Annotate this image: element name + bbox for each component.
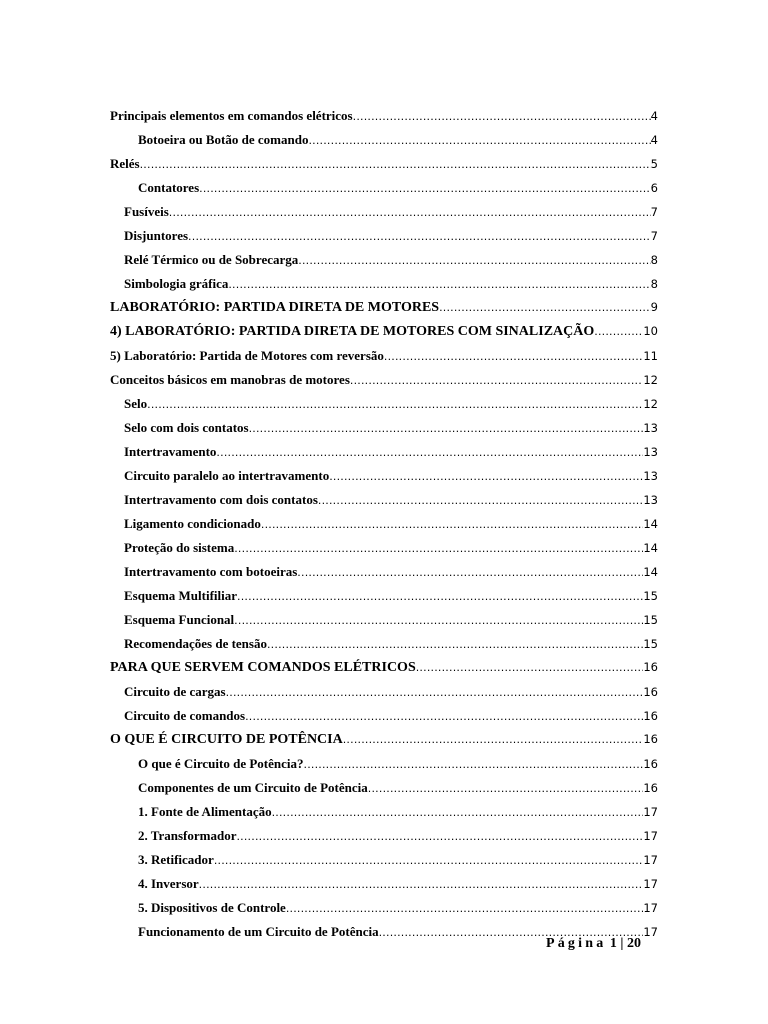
toc-entry[interactable] [0, 420, 658, 440]
toc-entry-page: 13 [643, 469, 658, 483]
toc-entry[interactable] [0, 612, 658, 632]
toc-entry-title: Intertravamento com botoeiras [124, 564, 298, 579]
toc-entry-page: 15 [643, 637, 658, 651]
toc-entry[interactable] [0, 132, 658, 152]
toc-entry[interactable] [0, 156, 658, 176]
toc-entry[interactable] [0, 636, 658, 656]
toc-entry-page: 16 [643, 732, 658, 746]
toc-entry[interactable] [0, 516, 658, 536]
toc-entry-title: 5) Laboratório: Partida de Motores com reversão [110, 348, 384, 363]
toc-entry[interactable] [0, 852, 658, 872]
toc-dot-leader [234, 542, 643, 555]
toc-dot-leader [384, 350, 643, 363]
toc-entry-page: 16 [643, 660, 658, 674]
toc-entry-title: Principais elementos em comandos elétricos [110, 108, 353, 123]
toc-entry[interactable] [0, 276, 658, 296]
toc-dot-leader [199, 878, 644, 891]
page-word: Página [545, 936, 607, 951]
toc-dot-leader [343, 733, 644, 746]
toc-entry[interactable] [0, 180, 658, 200]
toc-entry-title: Relé Térmico ou de Sobrecarga [124, 252, 299, 267]
toc-entry-title: O QUE É CIRCUITO DE POTÊNCIA [110, 732, 343, 747]
toc-entry-page: 16 [643, 757, 658, 771]
toc-entry-title: Circuito de cargas [124, 684, 226, 699]
toc-dot-leader [318, 494, 643, 507]
toc-entry[interactable] [0, 564, 658, 584]
toc-entry[interactable] [0, 204, 658, 224]
toc-entry-page: 7 [650, 229, 658, 243]
toc-dot-leader [234, 614, 643, 627]
toc-entry-page: 15 [643, 613, 658, 627]
toc-dot-leader [140, 158, 651, 171]
toc-entry[interactable] [0, 660, 658, 680]
toc-entry-title: Ligamento condicionado [124, 516, 261, 531]
toc-entry[interactable] [0, 492, 658, 512]
toc-dot-leader [272, 806, 644, 819]
toc-dot-leader [308, 134, 650, 147]
toc-entry-title: Contatores [138, 180, 200, 195]
toc-entry[interactable] [0, 540, 658, 560]
toc-dot-leader [228, 278, 650, 291]
toc-entry[interactable] [0, 828, 658, 848]
toc-entry[interactable] [0, 588, 658, 608]
toc-dot-leader [594, 325, 643, 338]
toc-entry[interactable] [0, 348, 658, 368]
toc-entry-page: 10 [643, 324, 658, 338]
toc-entry[interactable] [0, 900, 658, 920]
toc-dot-leader [329, 470, 643, 483]
toc-entry-page: 13 [643, 421, 658, 435]
toc-entry-title: Selo [124, 396, 148, 411]
toc-entry-title: 3. Retificador [138, 852, 214, 867]
toc-entry-page: 9 [650, 300, 658, 314]
toc-entry-page: 13 [643, 445, 658, 459]
toc-entry-title: Recomendações de tensão [124, 636, 267, 651]
toc-dot-leader [237, 590, 643, 603]
toc-entry-page: 13 [643, 493, 658, 507]
toc-entry-title: Intertravamento com dois contatos [124, 492, 318, 507]
toc-entry-page: 17 [643, 805, 658, 819]
toc-entry-title: O que é Circuito de Potência? [138, 756, 304, 771]
toc-dot-leader [245, 710, 643, 723]
toc-entry-page: 8 [650, 253, 658, 267]
total-pages: 20 [627, 936, 641, 951]
toc-entry-title: Fusíveis [124, 204, 169, 219]
toc-entry-page: 12 [643, 373, 658, 387]
toc-entry-title: Intertravamento [124, 444, 217, 459]
toc-entry-page: 6 [650, 181, 658, 195]
toc-dot-leader [249, 422, 644, 435]
toc-entry-page: 8 [650, 277, 658, 291]
toc-entry[interactable] [0, 804, 658, 824]
toc-entry[interactable] [0, 780, 658, 800]
toc-dot-leader [236, 830, 643, 843]
toc-entry-page: 14 [643, 565, 658, 579]
toc-entry-title: Disjuntores [124, 228, 189, 243]
toc-entry-page: 17 [643, 877, 658, 891]
toc-entry[interactable] [0, 324, 658, 344]
toc-dot-leader [147, 398, 643, 411]
page-separator: | [620, 936, 624, 951]
toc-dot-leader [169, 206, 651, 219]
toc-entry-title: Proteção do sistema [124, 540, 235, 555]
toc-entry-page: 5 [650, 157, 658, 171]
toc-entry[interactable] [0, 372, 658, 392]
toc-entry-page: 4 [650, 109, 658, 123]
toc-entry-title: Conceitos básicos em manobras de motores [110, 372, 350, 387]
toc-entry-title: 4) LABORATÓRIO: PARTIDA DIRETA DE MOTORES COM SINALIZAÇÃO [110, 324, 595, 339]
toc-entry-page: 7 [650, 205, 658, 219]
toc-dot-leader [226, 686, 644, 699]
toc-entry[interactable] [0, 684, 658, 704]
toc-entry-page: 4 [650, 133, 658, 147]
toc-dot-leader [439, 301, 651, 314]
toc-entry[interactable] [0, 228, 658, 248]
toc-entry-title: Simbologia gráfica [124, 276, 229, 291]
toc-entry-page: 16 [643, 781, 658, 795]
toc-dot-leader [297, 566, 643, 579]
toc-entry-title: Circuito paralelo ao intertravamento [124, 468, 330, 483]
toc-dot-leader [261, 518, 643, 531]
toc-entry-title: 4. Inversor [138, 876, 199, 891]
toc-dot-leader [188, 230, 651, 243]
toc-entry-page: 17 [643, 829, 658, 843]
toc-entry-page: 12 [643, 397, 658, 411]
toc-dot-leader [298, 254, 650, 267]
toc-entry-title: Esquema Multifiliar [124, 588, 238, 603]
toc-entry[interactable] [0, 444, 658, 464]
toc-entry[interactable] [0, 876, 658, 896]
toc-entry-title: Relés [110, 156, 140, 171]
toc-entry-page: 16 [643, 685, 658, 699]
toc-dot-leader [199, 182, 651, 195]
toc-entry-page: 11 [643, 349, 658, 363]
toc-entry[interactable] [0, 396, 658, 416]
toc-entry-title: Circuito de comandos [124, 708, 246, 723]
toc-entry-title: LABORATÓRIO: PARTIDA DIRETA DE MOTORES [110, 300, 440, 315]
toc-dot-leader [304, 758, 644, 771]
toc-entry-title: Componentes de um Circuito de Potência [138, 780, 368, 795]
toc-entry[interactable] [0, 708, 658, 728]
toc-dot-leader [353, 110, 651, 123]
toc-dot-leader [214, 854, 644, 867]
toc-dot-leader [416, 661, 644, 674]
page-footer [546, 936, 641, 952]
toc-dot-leader [267, 638, 643, 651]
toc-dot-leader [216, 446, 643, 459]
toc-entry-title: 1. Fonte de Alimentação [138, 804, 272, 819]
toc-dot-leader [368, 782, 644, 795]
toc-entry-page: 16 [643, 709, 658, 723]
toc-entry-page: 14 [643, 517, 658, 531]
toc-entry-page: 17 [643, 901, 658, 915]
toc-entry[interactable] [0, 756, 658, 776]
toc-entry[interactable] [0, 300, 658, 320]
toc-entry[interactable] [0, 468, 658, 488]
toc-dot-leader [350, 374, 643, 387]
toc-entry-title: Selo com dois contatos [124, 420, 249, 435]
toc-entry-title: 5. Dispositivos de Controle [138, 900, 286, 915]
toc-entry[interactable] [0, 108, 658, 128]
page-number: 1 [609, 936, 617, 951]
toc-entry-title: Esquema Funcional [124, 612, 235, 627]
toc-entry-title: Botoeira ou Botão de comando [138, 132, 309, 147]
toc-dot-leader [286, 902, 644, 915]
toc-entry[interactable] [0, 252, 658, 272]
toc-entry[interactable] [0, 732, 658, 752]
toc-entry-page: 14 [643, 541, 658, 555]
toc-entry-page: 17 [643, 925, 658, 939]
toc-entry-title: 2. Transformador [138, 828, 237, 843]
toc-entry-title: PARA QUE SERVEM COMANDOS ELÉTRICOS [110, 660, 416, 675]
toc-entry-title: Funcionamento de um Circuito de Potência [138, 924, 379, 939]
toc-entry-page: 17 [643, 853, 658, 867]
toc-entry-page: 15 [643, 589, 658, 603]
